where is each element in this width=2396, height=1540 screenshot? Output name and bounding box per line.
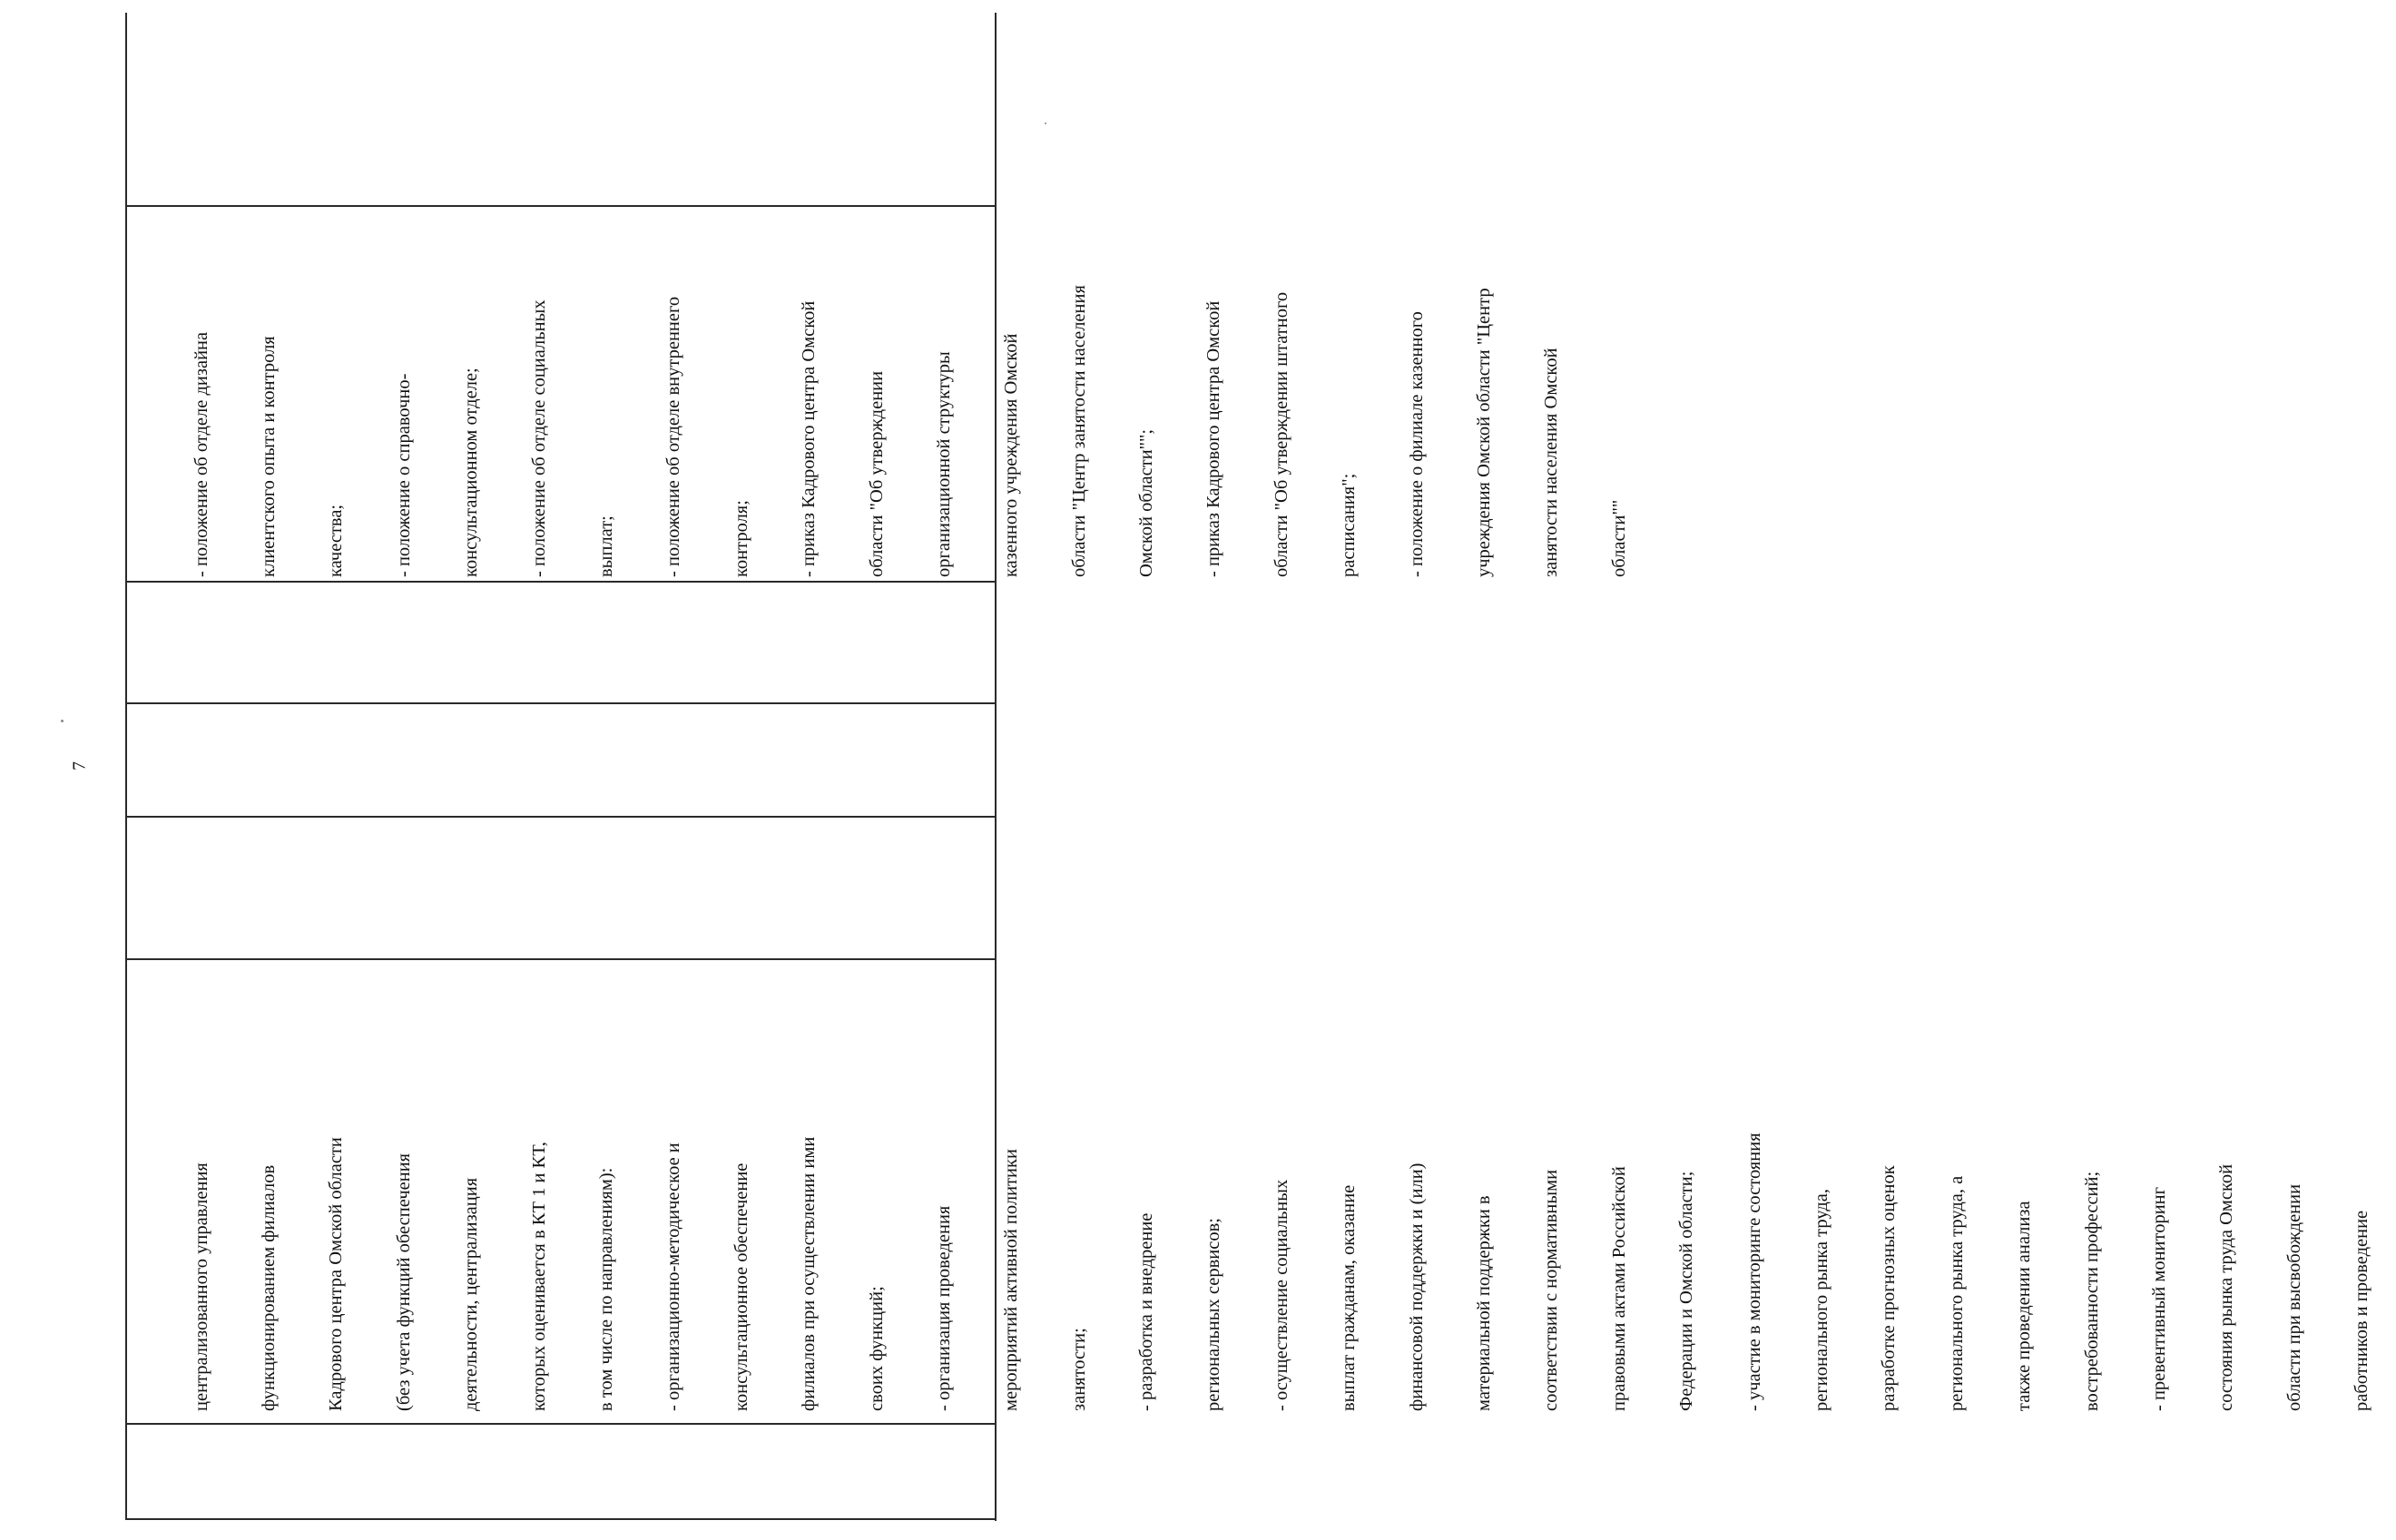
- text-line: - положение об отделе социальных: [528, 299, 549, 577]
- text-line: Кадрового центра Омской области: [326, 1137, 347, 1411]
- text-line: консультационное обеспечение: [731, 1162, 751, 1411]
- text-line: - положение об отделе дизайна: [191, 331, 211, 577]
- text-line: консультационном отделе;: [461, 368, 482, 577]
- text-line: в том числе по направлениям):: [595, 1167, 616, 1411]
- text-line: - организационно-методическое и: [663, 1143, 684, 1411]
- text-line: централизованного управления: [191, 1162, 211, 1411]
- column-separator: [127, 702, 996, 704]
- text-line: - разработка и внедрение: [1136, 1212, 1157, 1411]
- text-line: занятости населения Омской: [1541, 348, 1562, 577]
- text-line: функционированием филиалов: [258, 1164, 279, 1411]
- text-line: Федерации и Омской области;: [1676, 1171, 1697, 1411]
- text-line: востребованности профессий;: [2081, 1171, 2102, 1411]
- text-line: - приказ Кадрового центра Омской: [799, 300, 820, 577]
- text-line: регионального рынка труда, а: [1946, 1175, 1967, 1411]
- text-line: - положение о филиале казенного: [1406, 311, 1427, 577]
- text-line: (без учета функций обеспечения: [393, 1153, 414, 1411]
- text-line: качества;: [326, 504, 347, 577]
- text-line: расписания";: [1339, 473, 1360, 577]
- text-line: выплат гражданам, оказание: [1339, 1184, 1360, 1411]
- text-line: области"": [1608, 499, 1629, 577]
- page-number: 7: [69, 761, 90, 770]
- text-line: разработке прогнозных оценок: [1879, 1165, 1900, 1411]
- text-line: - организация проведения: [933, 1205, 954, 1411]
- text-line: финансовой поддержки и (или): [1406, 1162, 1427, 1411]
- text-line: - положение об отделе внутреннего: [663, 296, 684, 577]
- text-line: организационной структуры: [933, 351, 954, 577]
- table-border-left: [125, 13, 127, 1519]
- text-line: правовыми актами Российской: [1608, 1166, 1629, 1411]
- text-line: филиалов при осуществлении ими: [799, 1136, 820, 1411]
- text-line: - приказ Кадрового центра Омской: [1203, 300, 1224, 577]
- functions-cell-text: [145, 964, 2396, 1411]
- documents-cell-text: [145, 211, 1653, 577]
- text-line: контроля;: [731, 500, 751, 577]
- text-line: области "Об утверждении штатного: [1271, 291, 1291, 577]
- text-line: которых оценивается в КТ 1 и КТ,: [528, 1142, 549, 1411]
- text-line: деятельности, централизация: [461, 1177, 482, 1411]
- text-line: работников и проведение: [2352, 1210, 2372, 1411]
- text-line: мероприятий активной политики: [1001, 1149, 1022, 1411]
- text-line: региональных сервисов;: [1203, 1218, 1224, 1411]
- text-line: учреждения Омской области "Центр: [1474, 288, 1495, 577]
- column-separator: [127, 816, 996, 818]
- text-line: области "Центр занятости населения: [1068, 285, 1089, 577]
- text-line: состояния рынка труда Омской: [2216, 1163, 2237, 1411]
- text-line: материальной поддержки в: [1474, 1195, 1495, 1411]
- text-line: клиентского опыта и контроля: [258, 336, 279, 577]
- text-line: Омской области"";: [1136, 428, 1157, 577]
- column-separator: [127, 205, 996, 207]
- text-line: выплат;: [595, 515, 616, 577]
- text-line: - положение о справочно-: [393, 373, 414, 577]
- column-separator: [127, 581, 996, 583]
- table-border-bottom: [125, 1518, 997, 1520]
- text-line: казенного учреждения Омской: [1001, 333, 1022, 577]
- column-separator: [127, 1423, 996, 1425]
- text-line: также проведении анализа: [2014, 1201, 2035, 1411]
- text-line: своих функций;: [866, 1286, 887, 1411]
- text-line: - участие в мониторинге состояния: [1743, 1133, 1764, 1411]
- text-line: - превентивный мониторинг: [2148, 1186, 2169, 1411]
- text-line: - осуществление социальных: [1271, 1179, 1291, 1411]
- text-line: регионального рынка труда,: [1811, 1189, 1831, 1411]
- text-line: занятости;: [1068, 1328, 1089, 1411]
- column-separator: [127, 958, 996, 960]
- text-line: соответствии с нормативными: [1541, 1169, 1562, 1411]
- text-line: области "Об утверждении: [866, 370, 887, 577]
- text-line: области при высвобождении: [2283, 1183, 2304, 1411]
